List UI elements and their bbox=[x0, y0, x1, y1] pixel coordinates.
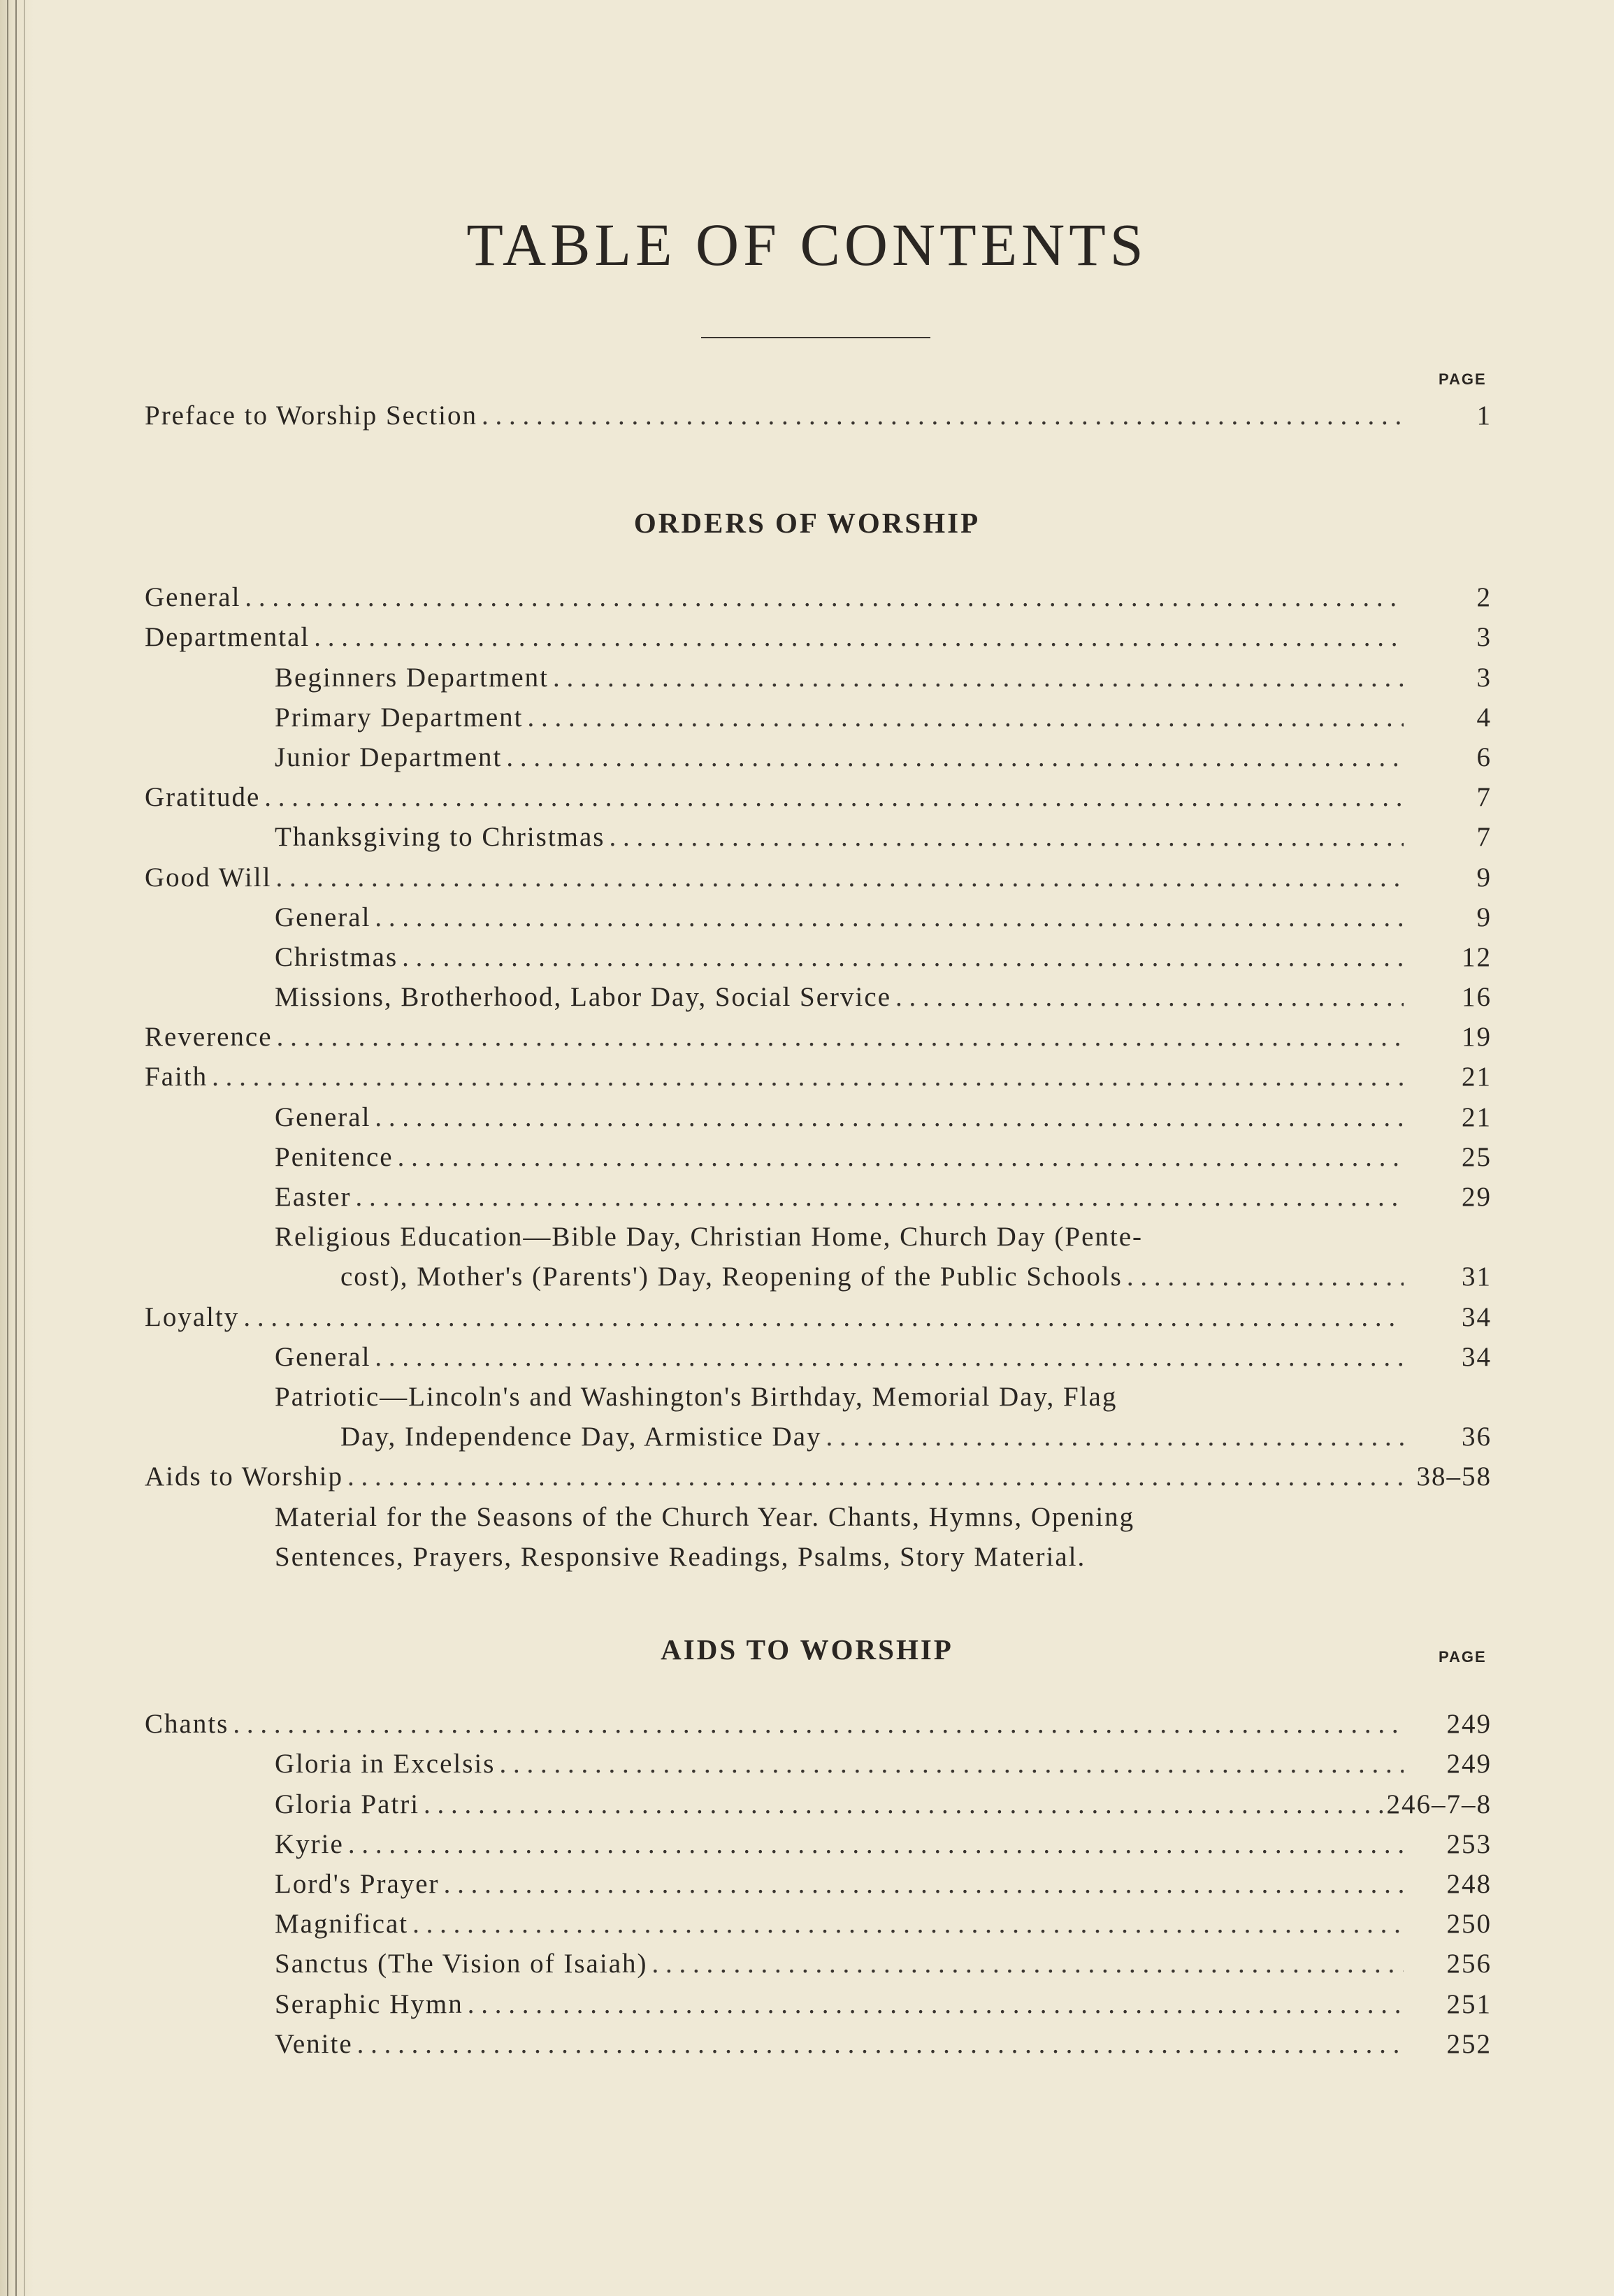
toc-entry-label: Christmas bbox=[275, 941, 398, 972]
toc-entry-page: 250 bbox=[1446, 1909, 1492, 1940]
aids-list bbox=[145, 1700, 1492, 2060]
toc-entry-page: 36 bbox=[1462, 1422, 1492, 1452]
toc-entry-page: 29 bbox=[1462, 1182, 1492, 1212]
leader-dots bbox=[499, 1748, 1404, 1779]
leader-dots bbox=[233, 1708, 1404, 1740]
toc-subentry bbox=[145, 1173, 1492, 1213]
leader-dots bbox=[355, 1181, 1404, 1213]
leader-dots bbox=[375, 1341, 1404, 1373]
toc-entry-page: 249 bbox=[1446, 1749, 1492, 1779]
toc-entry-page: 6 bbox=[1476, 742, 1492, 772]
toc-entry bbox=[145, 613, 1492, 653]
toc-entry-label: Primary Department bbox=[275, 702, 524, 732]
leader-dots bbox=[506, 742, 1404, 773]
aids-heading: AIDS TO WORSHIP bbox=[661, 1633, 953, 1666]
preface-entry-block bbox=[145, 391, 1492, 431]
toc-subentry bbox=[145, 2020, 1492, 2060]
leader-dots bbox=[212, 1061, 1404, 1092]
toc-entry-label: General bbox=[145, 582, 241, 613]
toc-entry-label: Penitence bbox=[275, 1141, 394, 1172]
toc-entry-page: 38–58 bbox=[1416, 1461, 1492, 1492]
toc-entry-label: General bbox=[275, 1102, 371, 1132]
toc-entry-page: 253 bbox=[1446, 1828, 1492, 1859]
leader-dots bbox=[357, 2028, 1404, 2060]
toc-subentry-continuation bbox=[145, 1252, 1492, 1292]
toc-entry-page: 249 bbox=[1446, 1709, 1492, 1740]
toc-entry-page: 248 bbox=[1446, 1868, 1492, 1899]
toc-entry-label: Loyalty bbox=[145, 1301, 240, 1332]
leader-dots bbox=[652, 1948, 1404, 1979]
toc-subentry bbox=[145, 973, 1492, 1013]
toc-entry-label: Kyrie bbox=[275, 1828, 344, 1859]
toc-entry-label: Sanctus (The Vision of Isaiah) bbox=[275, 1949, 648, 1979]
toc-entry-page: 3 bbox=[1476, 662, 1492, 693]
toc-entry-label: Gloria Patri bbox=[275, 1789, 420, 1819]
toc-entry-label: cost), Mother's (Parents') Day, Reopening of the Public Schools bbox=[340, 1262, 1123, 1292]
page-column-label: PAGE bbox=[1439, 1648, 1487, 1666]
toc-entry-label: Missions, Brotherhood, Labor Day, Social Service bbox=[275, 982, 891, 1013]
toc-entry bbox=[145, 1053, 1492, 1092]
leader-dots bbox=[398, 1141, 1404, 1173]
toc-subentry bbox=[145, 1133, 1492, 1173]
toc-entry-page: 9 bbox=[1476, 902, 1492, 932]
leader-dots bbox=[826, 1421, 1404, 1452]
toc-description bbox=[145, 1533, 1492, 1573]
toc-entry bbox=[145, 1452, 1492, 1492]
toc-entry-page: 4 bbox=[1476, 702, 1492, 732]
toc-entry-label: Venite bbox=[275, 2028, 353, 2059]
leader-dots bbox=[245, 582, 1404, 613]
toc-entry-label: Good Will bbox=[145, 862, 272, 893]
toc-entry-page: 2 bbox=[1476, 582, 1492, 613]
toc-subentry bbox=[145, 1740, 1492, 1779]
page-column-label: PAGE bbox=[1439, 370, 1487, 388]
toc-entry-label: Gloria in Excelsis bbox=[275, 1749, 496, 1779]
toc-entry-page: 19 bbox=[1462, 1022, 1492, 1053]
toc-entry-label: Seraphic Hymn bbox=[275, 1988, 463, 2019]
leader-dots bbox=[482, 400, 1404, 431]
leader-dots bbox=[444, 1868, 1404, 1900]
toc-entry-label: Aids to Worship bbox=[145, 1461, 343, 1492]
toc-entry-label: General bbox=[275, 1341, 371, 1372]
toc-entry-label: Easter bbox=[275, 1182, 352, 1212]
leader-dots bbox=[553, 662, 1404, 693]
leader-dots bbox=[277, 1021, 1404, 1053]
leader-dots bbox=[402, 941, 1404, 973]
toc-entry-page: 16 bbox=[1462, 982, 1492, 1013]
toc-subentry bbox=[145, 1092, 1492, 1132]
toc-entry bbox=[145, 1292, 1492, 1332]
page-title: TABLE OF CONTENTS bbox=[466, 211, 1148, 278]
toc-entry-page: 21 bbox=[1462, 1062, 1492, 1092]
toc-entry-page: 246–7–8 bbox=[1386, 1789, 1492, 1819]
toc-subentry-continuation bbox=[145, 1413, 1492, 1452]
orders-list bbox=[145, 573, 1492, 1573]
toc-subentry bbox=[145, 893, 1492, 933]
toc-entry-label: Beginners Department bbox=[275, 662, 549, 693]
toc-entry-page: 12 bbox=[1462, 941, 1492, 972]
toc-subentry bbox=[145, 1820, 1492, 1860]
toc-subentry bbox=[145, 1779, 1492, 1819]
orders-heading: ORDERS OF WORSHIP bbox=[633, 507, 981, 539]
leader-dots bbox=[424, 1789, 1382, 1820]
toc-entry-label: Junior Department bbox=[275, 742, 503, 772]
leader-dots bbox=[1127, 1261, 1404, 1292]
toc-entry-label: Day, Independence Day, Armistice Day bbox=[340, 1422, 822, 1452]
toc-entry-page: 7 bbox=[1476, 822, 1492, 853]
toc-subentry bbox=[145, 1213, 1492, 1252]
toc-description bbox=[145, 1492, 1492, 1532]
leader-dots bbox=[243, 1301, 1404, 1333]
leader-dots bbox=[347, 1461, 1404, 1492]
toc-subentry bbox=[145, 1860, 1492, 1900]
toc-entry bbox=[145, 853, 1492, 893]
leader-dots bbox=[348, 1828, 1404, 1860]
toc-entry-page: 34 bbox=[1462, 1341, 1492, 1372]
title-rule bbox=[701, 337, 930, 338]
toc-entry-label: Preface to Worship Section bbox=[145, 400, 477, 431]
toc-subentry bbox=[145, 1333, 1492, 1373]
leader-dots bbox=[468, 1988, 1404, 2020]
toc-subentry bbox=[145, 1900, 1492, 1940]
toc-entry-page: 252 bbox=[1446, 2028, 1492, 2059]
toc-description-text: Material for the Seasons of the Church Year. Chants, Hymns, Opening bbox=[275, 1501, 1135, 1532]
toc-entry-label: Reverence bbox=[145, 1022, 273, 1053]
leader-dots bbox=[412, 1908, 1404, 1940]
toc-subentry bbox=[145, 1979, 1492, 2019]
toc-subentry bbox=[145, 933, 1492, 973]
toc-entry-label: Religious Education—Bible Day, Christian Home, Church Day (Pente- bbox=[275, 1222, 1144, 1252]
toc-entry-page: 3 bbox=[1476, 622, 1492, 653]
toc-subentry bbox=[145, 1940, 1492, 1979]
leader-dots bbox=[264, 781, 1404, 813]
toc-entry-label: Thanksgiving to Christmas bbox=[275, 822, 605, 853]
leader-dots bbox=[314, 621, 1404, 653]
toc-entry-page: 25 bbox=[1462, 1141, 1492, 1172]
toc-entry bbox=[145, 773, 1492, 813]
toc-entry-page: 34 bbox=[1462, 1301, 1492, 1332]
toc-entry-label: Faith bbox=[145, 1062, 208, 1092]
leader-dots bbox=[610, 821, 1404, 853]
toc-subentry bbox=[145, 653, 1492, 693]
toc-entry-label: Magnificat bbox=[275, 1909, 409, 1940]
toc-description-text: Sentences, Prayers, Responsive Readings, Psalms, Story Material. bbox=[275, 1541, 1086, 1572]
toc-entry-page: 7 bbox=[1476, 782, 1492, 813]
toc-entry bbox=[145, 573, 1492, 613]
toc-entry bbox=[145, 391, 1492, 431]
toc-entry-label: Patriotic—Lincoln's and Washington's Birthday, Memorial Day, Flag bbox=[275, 1381, 1118, 1412]
toc-subentry bbox=[145, 693, 1492, 733]
toc-entry-page: 256 bbox=[1446, 1949, 1492, 1979]
toc-entry-page: 31 bbox=[1462, 1262, 1492, 1292]
toc-subentry bbox=[145, 1373, 1492, 1413]
leader-dots bbox=[895, 981, 1404, 1013]
toc-entry-page: 1 bbox=[1476, 400, 1492, 431]
toc-entry bbox=[145, 1700, 1492, 1740]
leader-dots bbox=[527, 702, 1404, 733]
leader-dots bbox=[375, 902, 1404, 933]
toc-entry-label: Chants bbox=[145, 1709, 229, 1740]
toc-subentry bbox=[145, 813, 1492, 853]
leader-dots bbox=[375, 1102, 1404, 1133]
toc-entry-label: Lord's Prayer bbox=[275, 1868, 440, 1899]
toc-entry bbox=[145, 1013, 1492, 1053]
toc-subentry bbox=[145, 733, 1492, 773]
toc-entry-label: General bbox=[275, 902, 371, 932]
leader-dots bbox=[275, 862, 1404, 893]
toc-entry-page: 9 bbox=[1476, 862, 1492, 893]
toc-entry-page: 21 bbox=[1462, 1102, 1492, 1132]
toc-entry-label: Gratitude bbox=[145, 782, 261, 813]
toc-entry-label: Departmental bbox=[145, 622, 310, 653]
toc-entry-page: 251 bbox=[1446, 1988, 1492, 2019]
